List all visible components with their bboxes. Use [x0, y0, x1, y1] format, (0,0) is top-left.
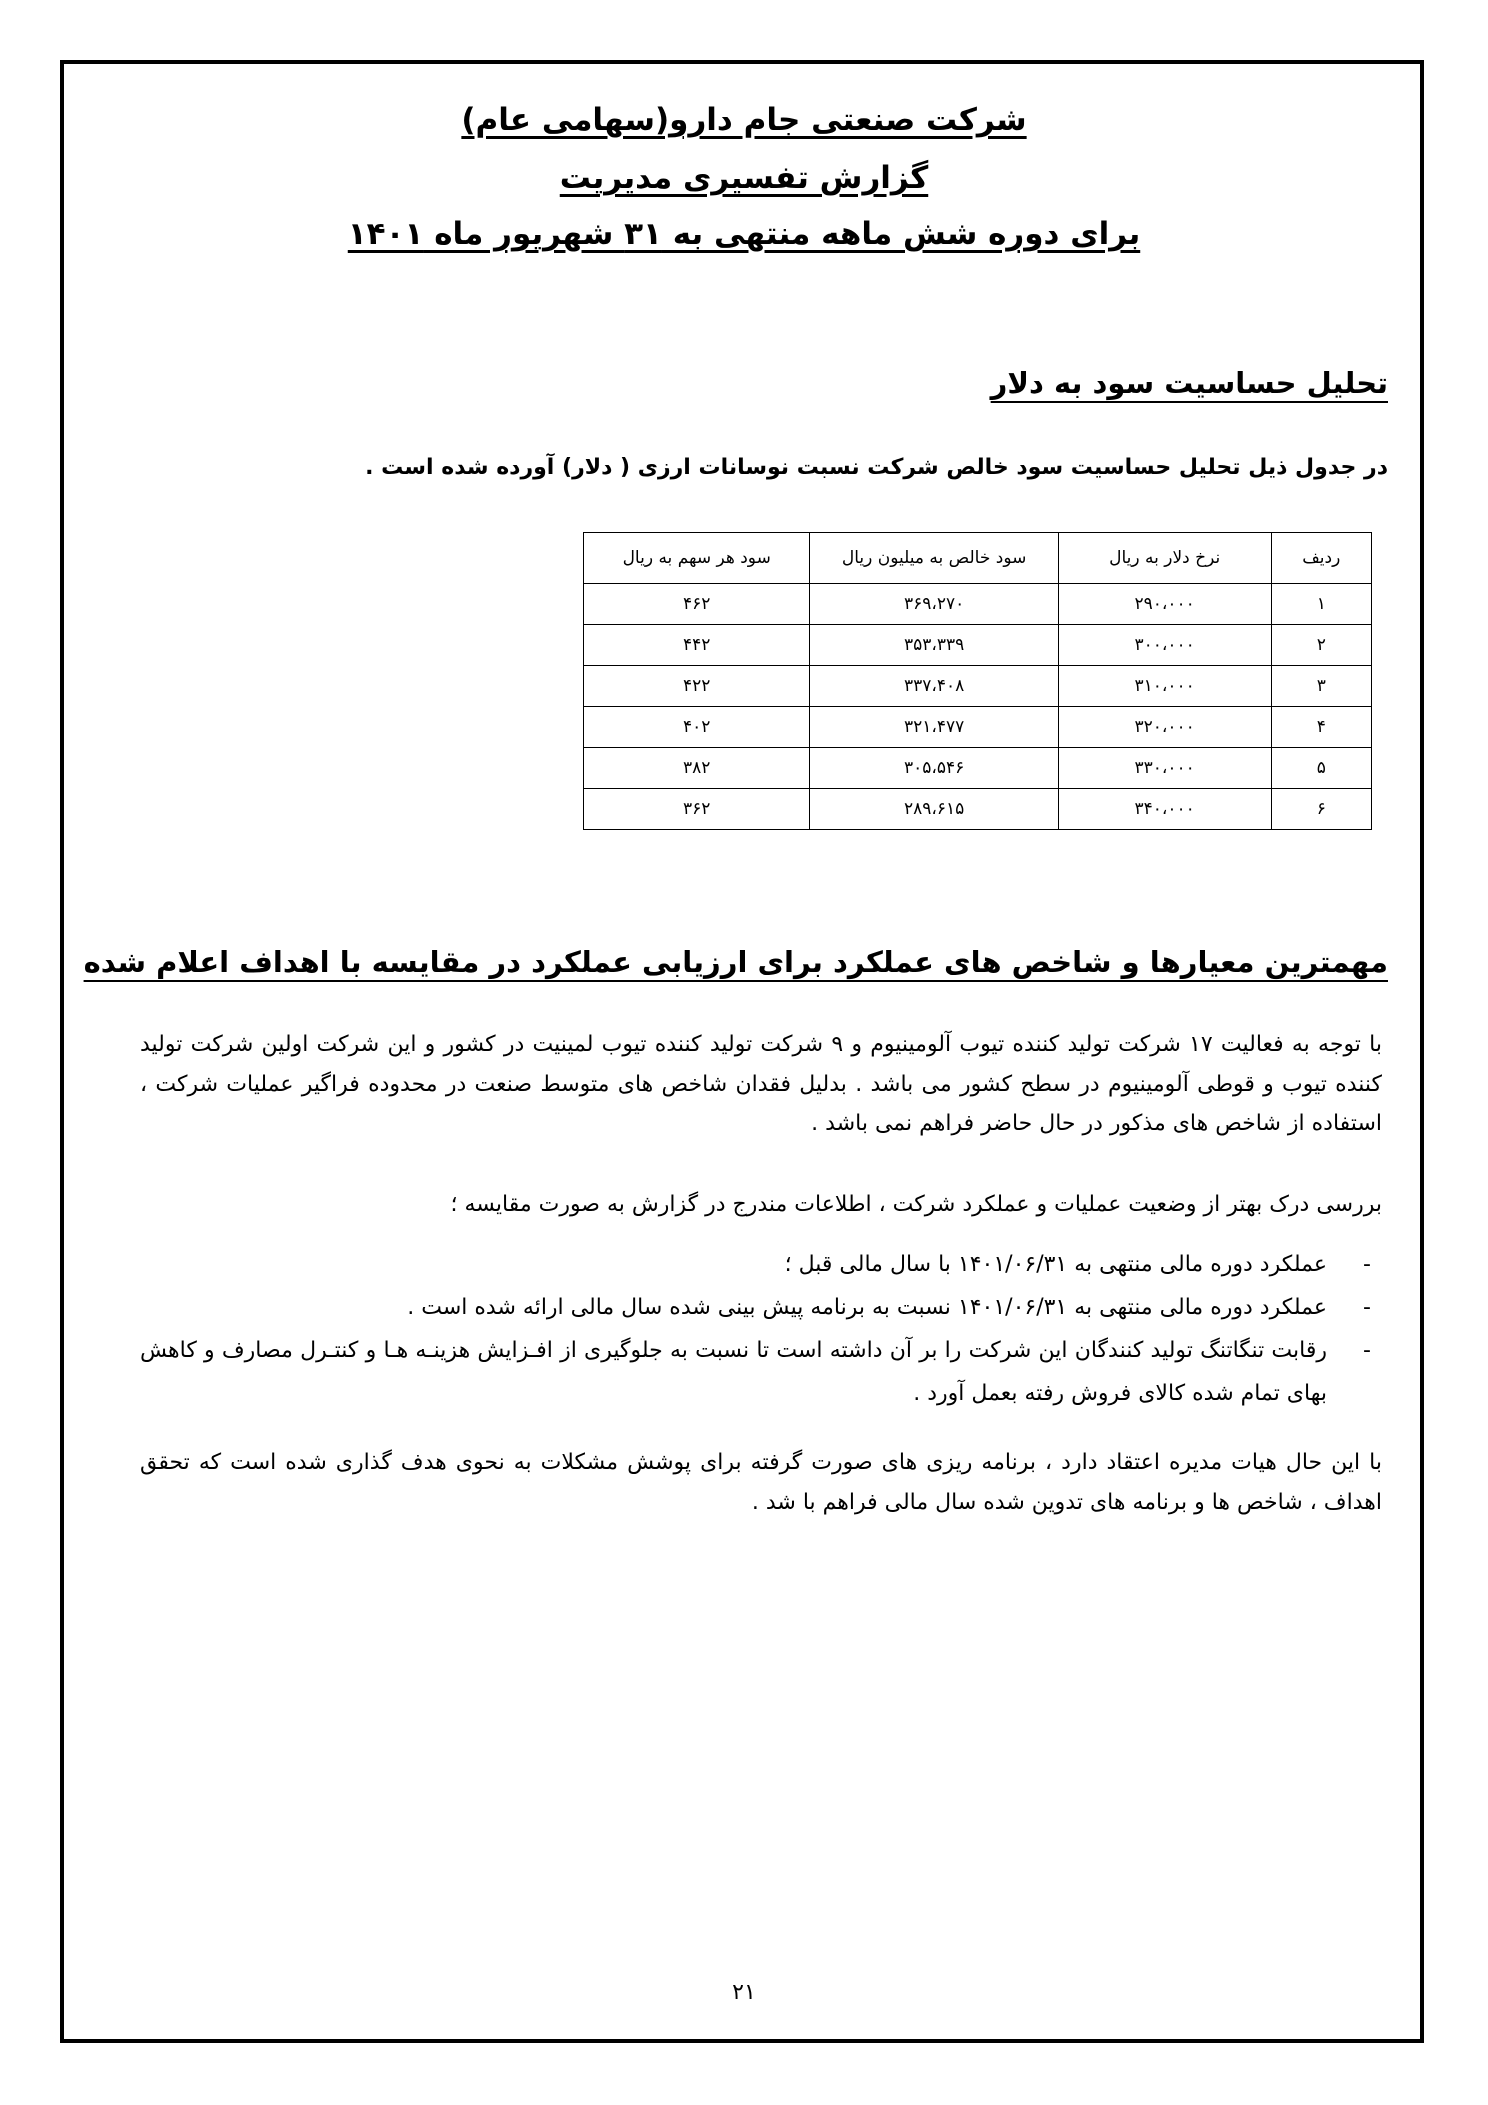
column-header: سود خالص به میلیون ریال: [810, 533, 1058, 584]
company-title: شرکت صنعتی جام دارو(سهامی عام): [461, 102, 1027, 138]
report-title: گزارش تفسیری مدیریت: [559, 160, 929, 196]
table-cell: ۳۴۰،۰۰۰: [1058, 789, 1271, 830]
table-cell: ۲: [1271, 625, 1371, 666]
table-cell: ۳۱۰،۰۰۰: [1058, 666, 1271, 707]
sensitivity-intro: در جدول ذیل تحلیل حساسیت سود خالص شرکت نسبت نوسانات ارزی ( دلار) آورده شده است .: [365, 455, 1388, 480]
table-cell: ۲۸۹،۶۱۵: [810, 789, 1058, 830]
table-cell: ۳۵۳،۳۳۹: [810, 625, 1058, 666]
column-header: نرخ دلار به ریال: [1058, 533, 1271, 584]
column-header: ردیف: [1271, 533, 1371, 584]
table-cell: ۲۹۰،۰۰۰: [1058, 584, 1271, 625]
table-row: [584, 707, 1372, 748]
paragraph: با این حال هیات مدیره اعتقاد دارد ، برنامه ریزی های صورت گرفته برای پوشش مشکلات به نحوی هدف گذاری شده است که تحقق اهداف ، شاخص ها و برنامه های تدوین شده سال مالی فراهم با شد .: [140, 1450, 1382, 1515]
list-item: [140, 1286, 1382, 1329]
table-row: [584, 666, 1372, 707]
table-cell: ۳۲۱،۴۷۷: [810, 707, 1058, 748]
page-number: ۲۱: [732, 1980, 756, 2005]
period-title: برای دوره شش ماهه منتهی به ۳۱ شهریور ماه ۱۴۰۱: [347, 216, 1141, 252]
table-cell: ۳۳۰،۰۰۰: [1058, 748, 1271, 789]
table-row: [584, 748, 1372, 789]
table-cell: ۱: [1271, 584, 1371, 625]
section-heading-performance: مهمترین معیارها و شاخص های عملکرد برای ارزیابی عملکرد در مقایسه با اهداف اعلام شده: [83, 945, 1388, 979]
list-item: [140, 1243, 1382, 1286]
list-item: [140, 1329, 1382, 1415]
section-heading-sensitivity: تحلیل حساسیت سود به دلار: [990, 366, 1388, 400]
column-header: سود هر سهم به ریال: [584, 533, 810, 584]
table-cell: ۴۰۲: [584, 707, 810, 748]
bullet-dash: -: [1363, 1252, 1371, 1277]
table-row: [584, 625, 1372, 666]
table-cell: ۵: [1271, 748, 1371, 789]
list-item-text: رقابت تنگاتنگ تولید کنندگان این شرکت را بر آن داشته است تا نسبت به جلوگیری از افـزایش هزینـه هـا و کنتـرل مصارف و کاهش بهای تمام شده کالای فروش رفته بعمل آورد .: [140, 1338, 1327, 1406]
paragraph: با توجه به فعالیت ۱۷ شرکت تولید کننده تیوب آلومینیوم و ۹ شرکت تولید کننده تیوب لمینیت در کشور و این شرکت اولین شرکت تولید کننده تیوب و قوطی آلومینیوم در سطح کشور می باشد . بدلیل فقدان شاخص های متوسط صنعت در محدوده فراگیر عملیات شرکت ، استفاده از شاخص های مذکور در حال حاضر فراهم نمی باشد .: [140, 1032, 1382, 1136]
table-cell: ۳۸۲: [584, 748, 810, 789]
table-header-row: [584, 533, 1372, 584]
table-cell: ۳۲۰،۰۰۰: [1058, 707, 1271, 748]
bullet-dash: -: [1363, 1338, 1371, 1363]
list-item-text: عملکرد دوره مالی منتهی به ۱۴۰۱/۰۶/۳۱ نسبت به برنامه پیش بینی شده سال مالی ارائه شده است .: [407, 1295, 1327, 1320]
table-cell: ۳: [1271, 666, 1371, 707]
table-cell: ۴۴۲: [584, 625, 810, 666]
sensitivity-table: [583, 532, 1372, 830]
table-row: [584, 789, 1372, 830]
table-cell: ۶: [1271, 789, 1371, 830]
table-row: [584, 584, 1372, 625]
table-cell: ۳۳۷،۴۰۸: [810, 666, 1058, 707]
table-cell: ۴۲۲: [584, 666, 810, 707]
table-cell: ۳۰۵،۵۴۶: [810, 748, 1058, 789]
list-item-text: عملکرد دوره مالی منتهی به ۱۴۰۱/۰۶/۳۱ با سال مالی قبل ؛: [784, 1252, 1327, 1277]
table-cell: ۴۶۲: [584, 584, 810, 625]
paragraph: بررسی درک بهتر از وضعیت عملیات و عملکرد شرکت ، اطلاعات مندرج در گزارش به صورت مقایسه ؛: [450, 1192, 1382, 1217]
table-cell: ۳۰۰،۰۰۰: [1058, 625, 1271, 666]
table-cell: ۳۶۹،۲۷۰: [810, 584, 1058, 625]
table-cell: ۴: [1271, 707, 1371, 748]
bullet-dash: -: [1363, 1295, 1371, 1320]
comparison-list: [140, 1243, 1382, 1415]
table-cell: ۳۶۲: [584, 789, 810, 830]
